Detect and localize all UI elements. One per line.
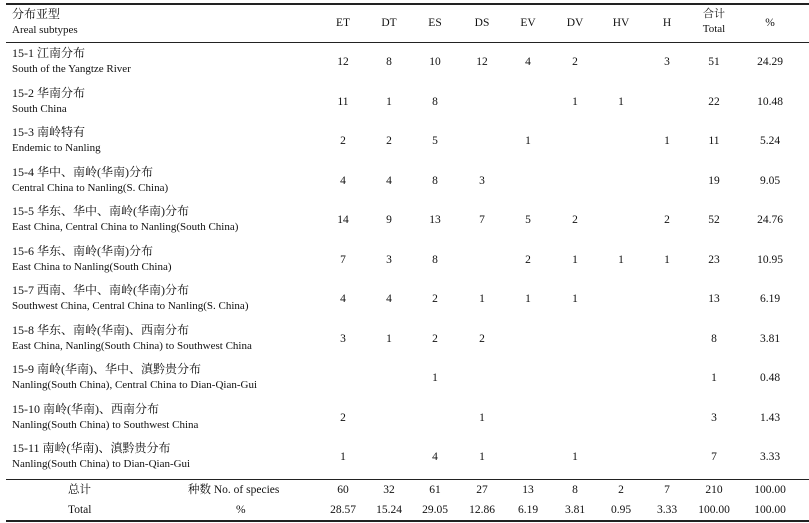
row-total: 8 <box>711 332 717 345</box>
row-percent: 24.76 <box>757 214 783 226</box>
row-value-et: 4 <box>340 174 346 187</box>
col-header-ds: DS <box>474 17 490 29</box>
row-percent: 6.19 <box>759 293 781 305</box>
row-value-et: 2 <box>340 411 346 424</box>
row-total: 19 <box>708 174 720 187</box>
row-value-et: 14 <box>337 214 349 226</box>
row-value-es: 1 <box>432 372 438 384</box>
footer-total-zh: 总计 <box>68 484 91 496</box>
row-value-et: 12 <box>337 56 349 68</box>
row-total: 7 <box>711 451 717 463</box>
col-header-dt: DT <box>381 17 397 29</box>
row-value-et: 1 <box>340 451 346 463</box>
footer-total-en: Total <box>68 504 92 516</box>
footer-species-hv: 2 <box>618 484 624 496</box>
footer-percent-hv: 0.95 <box>610 504 632 516</box>
footer-percent-label: % <box>236 504 246 516</box>
row-label-zh: 15-2 华南分布 <box>12 85 85 100</box>
row-total: 52 <box>708 214 720 226</box>
row-label-en: East China, Nanling(South China) to Southwest China <box>12 339 252 352</box>
row-percent: 10.95 <box>757 253 783 266</box>
footer-percent-dt: 15.24 <box>376 504 402 516</box>
footer-percent-ev: 6.19 <box>517 504 539 516</box>
row-value-es: 5 <box>432 135 438 147</box>
row-value-es: 2 <box>432 293 438 305</box>
row-value-dt: 2 <box>386 135 392 147</box>
top-rule <box>6 3 809 5</box>
footer-percents-percent: 100.00 <box>754 504 786 516</box>
row-value-es: 4 <box>432 451 438 463</box>
row-value-dv: 1 <box>572 253 578 266</box>
col-header-es: ES <box>428 17 442 29</box>
row-label-zh: 15-3 南岭特有 <box>12 125 85 139</box>
row-percent: 24.29 <box>757 56 783 68</box>
row-value-es: 8 <box>432 174 438 187</box>
row-total: 23 <box>708 253 720 266</box>
row-value-ds: 3 <box>479 174 485 187</box>
footer-percent-dv: 3.81 <box>564 504 586 516</box>
bottom-rule <box>6 520 809 522</box>
header-rule <box>6 42 809 43</box>
footer-percent-es: 29.05 <box>422 504 448 516</box>
row-value-hv: 1 <box>618 253 624 266</box>
row-value-dv: 1 <box>572 293 578 305</box>
row-label-en: South China <box>12 102 67 115</box>
row-label-zh: 15-10 南岭(华南)、西南分布 <box>12 401 159 416</box>
row-value-es: 8 <box>432 95 438 108</box>
row-label-zh: 15-9 南岭(华南)、华中、滇黔贵分布 <box>12 362 201 376</box>
row-percent: 3.81 <box>759 332 781 345</box>
row-value-dt: 3 <box>386 253 392 266</box>
row-value-ds: 7 <box>479 214 485 226</box>
row-percent: 9.05 <box>759 174 781 187</box>
row-label-zh: 15-1 江南分布 <box>12 46 85 60</box>
footer-percent-ds: 12.86 <box>469 504 495 516</box>
header-label-en: Areal subtypes <box>12 24 78 36</box>
col-header-ev: EV <box>520 17 536 29</box>
row-value-ds: 12 <box>476 56 488 68</box>
row-total: 22 <box>708 95 720 108</box>
row-value-dv: 1 <box>572 451 578 463</box>
footer-species-ds: 27 <box>476 484 488 496</box>
row-label-zh: 15-11 南岭(华南)、滇黔贵分布 <box>12 441 171 455</box>
row-label-en: East China to Nanling(South China) <box>12 260 172 273</box>
header-label-zh: 分布亚型 <box>12 7 61 21</box>
row-total: 3 <box>711 411 717 424</box>
footer-species-label: 种数 No. of species <box>188 484 280 496</box>
row-label-en: Endemic to Nanling <box>12 142 101 154</box>
row-total: 51 <box>708 56 720 68</box>
col-header-h: H <box>662 17 672 29</box>
row-value-dv: 2 <box>572 214 578 226</box>
row-value-ev: 1 <box>525 293 531 305</box>
row-value-h: 2 <box>664 214 670 226</box>
row-value-dv: 2 <box>572 56 578 68</box>
row-value-dt: 8 <box>386 56 392 68</box>
row-value-dt: 4 <box>386 174 392 187</box>
row-value-ev: 2 <box>525 253 531 266</box>
row-label-en: East China, Central China to Nanling(South China) <box>12 221 239 233</box>
footer-species-dt: 32 <box>383 484 395 496</box>
row-value-es: 13 <box>429 214 441 226</box>
row-label-en: Nanling(South China) to Dian-Qian-Gui <box>12 458 191 470</box>
row-value-ds: 1 <box>479 411 485 424</box>
footer-species-percent: 100.00 <box>754 484 786 496</box>
row-value-ev: 5 <box>525 214 531 226</box>
row-value-es: 8 <box>432 253 438 266</box>
footer-species-dv: 8 <box>572 484 578 496</box>
col-header-percent: % <box>765 17 775 29</box>
row-label-zh: 15-8 华东、南岭(华南)、西南分布 <box>12 322 189 337</box>
row-value-ev: 4 <box>525 56 531 68</box>
col-header-et: ET <box>335 17 351 29</box>
col-header-total-en: Total <box>702 23 726 35</box>
row-value-hv: 1 <box>618 95 624 108</box>
row-value-es: 2 <box>432 332 438 345</box>
col-header-dv: DV <box>566 17 584 29</box>
row-value-h: 1 <box>664 135 670 147</box>
row-value-ds: 2 <box>479 332 485 345</box>
row-value-dt: 1 <box>386 95 392 108</box>
row-percent: 5.24 <box>759 135 781 147</box>
footer-percent-h: 3.33 <box>656 504 678 516</box>
row-label-en: South of the Yangtze River <box>12 63 131 75</box>
row-total: 11 <box>708 135 720 147</box>
row-label-zh: 15-6 华东、南岭(华南)分布 <box>12 243 153 258</box>
row-total: 13 <box>708 293 720 305</box>
footer-rule <box>6 479 809 480</box>
row-value-et: 2 <box>340 135 346 147</box>
row-percent: 10.48 <box>757 95 783 108</box>
row-value-dt: 1 <box>386 332 392 345</box>
row-value-es: 10 <box>429 56 441 68</box>
row-label-zh: 15-5 华东、华中、南岭(华南)分布 <box>12 204 189 218</box>
footer-species-h: 7 <box>664 484 670 496</box>
row-label-en: Central China to Nanling(S. China) <box>12 181 169 194</box>
row-label-en: Southwest China, Central China to Nanling(S. China) <box>12 300 249 312</box>
row-value-et: 3 <box>340 332 346 345</box>
row-label-en: Nanling(South China) to Southwest China <box>12 418 199 431</box>
row-value-h: 3 <box>664 56 670 68</box>
row-value-dt: 9 <box>386 214 392 226</box>
footer-percent-et: 28.57 <box>330 504 356 516</box>
row-percent: 1.43 <box>759 411 781 424</box>
footer-species-es: 61 <box>429 484 441 496</box>
row-value-ds: 1 <box>479 451 485 463</box>
row-percent: 0.48 <box>759 372 781 384</box>
row-value-et: 7 <box>340 253 346 266</box>
row-label-en: Nanling(South China), Central China to Dian-Qian-Gui <box>12 379 258 391</box>
col-header-total-zh: 合计 <box>703 8 725 20</box>
row-value-dv: 1 <box>572 95 578 108</box>
footer-species-total: 210 <box>705 484 723 496</box>
row-value-ev: 1 <box>525 135 531 147</box>
footer-species-et: 60 <box>337 484 349 496</box>
footer-percents-total: 100.00 <box>698 504 730 516</box>
row-label-zh: 15-7 西南、华中、南岭(华南)分布 <box>12 283 189 297</box>
row-value-dt: 4 <box>386 293 392 305</box>
row-value-et: 11 <box>337 95 349 108</box>
row-value-ds: 1 <box>479 293 485 305</box>
row-total: 1 <box>711 372 717 384</box>
row-value-et: 4 <box>340 293 346 305</box>
col-header-hv: HV <box>612 17 630 29</box>
row-percent: 3.33 <box>759 451 781 463</box>
row-value-h: 1 <box>664 253 670 266</box>
row-label-zh: 15-4 华中、南岭(华南)分布 <box>12 164 153 179</box>
footer-species-ev: 13 <box>522 484 534 496</box>
